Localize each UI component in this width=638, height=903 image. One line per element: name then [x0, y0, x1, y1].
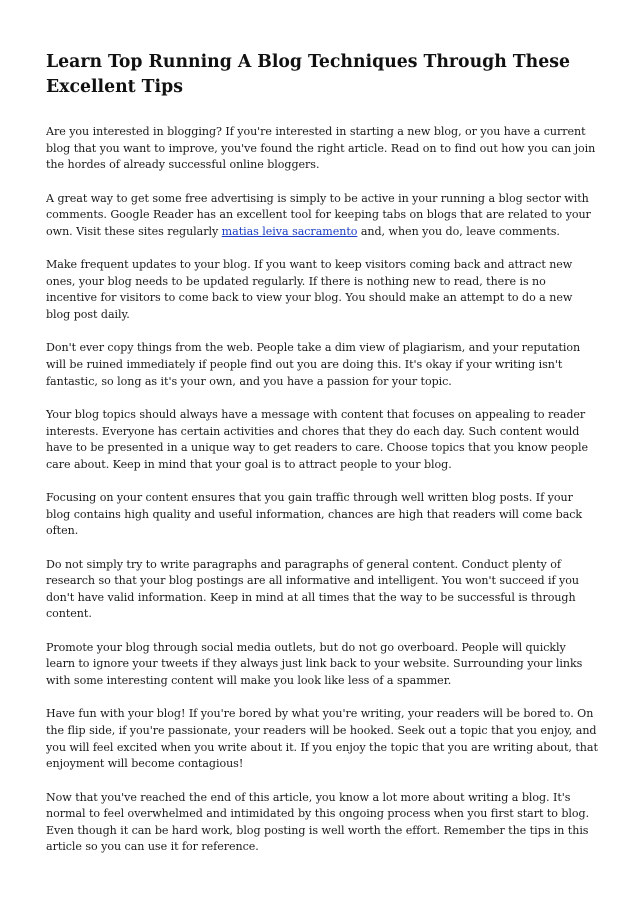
- paragraph-advertising: [46, 191, 598, 241]
- paragraph-updates: Make frequent updates to your blog. If you want to keep visitors coming back and attract new ones, your blog needs to be updated regularly. If there is nothing new to read, there is no incentive for visitors to come back to view your blog. You should make an attempt to do a new blog post daily.: [46, 258, 573, 321]
- document-title: Learn Top Running A Blog Techniques Through These Excellent Tips: [46, 52, 570, 97]
- paragraph-advertising-after: and, when you do, leave comments.: [357, 224, 560, 238]
- paragraph-topics: Your blog topics should always have a message with content that focuses on appealing to reader interests. Everyone has certain activities and chores that they do each day. Such content would have to be presented in a unique way to get readers to care. Choose topics that you know people care about. Keep in mind that your goal is to attract people to your blog.: [46, 407, 589, 471]
- paragraph-research: Do not simply try to write paragraphs and paragraphs of general content. Conduct plenty of research so that your blog postings are all informative and intelligent. You won't succeed if you don't have valid information. Keep in mind at all times that the way to be successful is through content.: [46, 557, 579, 621]
- paragraph-plagiarism: Don't ever copy things from the web. People take a dim view of plagiarism, and your reputation will be ruined immediately if people find out you are doing this. It's okay if your writing isn't fantastic, so long as it's your own, and you have a passion for your topic.: [46, 341, 581, 388]
- document-page: [46, 50, 598, 873]
- paragraph-content-focus: Focusing on your content ensures that you gain traffic through well written blog posts. If your blog contains high quality and useful information, chances are high that readers will come back often.: [46, 491, 583, 538]
- paragraph-social-media: Promote your blog through social media outlets, but do not go overboard. People will quickly learn to ignore your tweets if they always just link back to your website. Surrounding your links with some interesting content will make you look like less of a spammer.: [46, 640, 583, 688]
- matias-leiva-sacramento-link[interactable]: matias leiva sacramento: [221, 224, 358, 238]
- paragraph-intro: Are you interested in blogging? If you're interested in starting a new blog, or you have a current blog that you want to improve, you've found the right article. Read on to find out how you can join the hordes of already successful online bloggers.: [46, 125, 596, 172]
- paragraph-conclusion: Now that you've reached the end of this article, you know a lot more about writing a blog. It's normal to feel overwhelmed and intimidated by this ongoing process when you first start to blog. Even though it can be hard work, blog posting is well worth the effort. Remember the tips in this article so you can use it for reference.: [46, 790, 590, 854]
- paragraph-advertising-before: A great way to get some free advertising is simply to be active in your running a blog sector with comments. Google Reader has an excellent tool for keeping tabs on blogs that are related to your own. Visit these sites regularly: [46, 191, 591, 238]
- paragraph-have-fun: Have fun with your blog! If you're bored by what you're writing, your readers will be bored to. On the flip side, if you're passionate, your readers will be hooked. Seek out a topic that you enjoy, and you will feel excited when you write about it. If you enjoy the topic that you are writing about, that enjoyment will become contagious!: [46, 707, 598, 771]
